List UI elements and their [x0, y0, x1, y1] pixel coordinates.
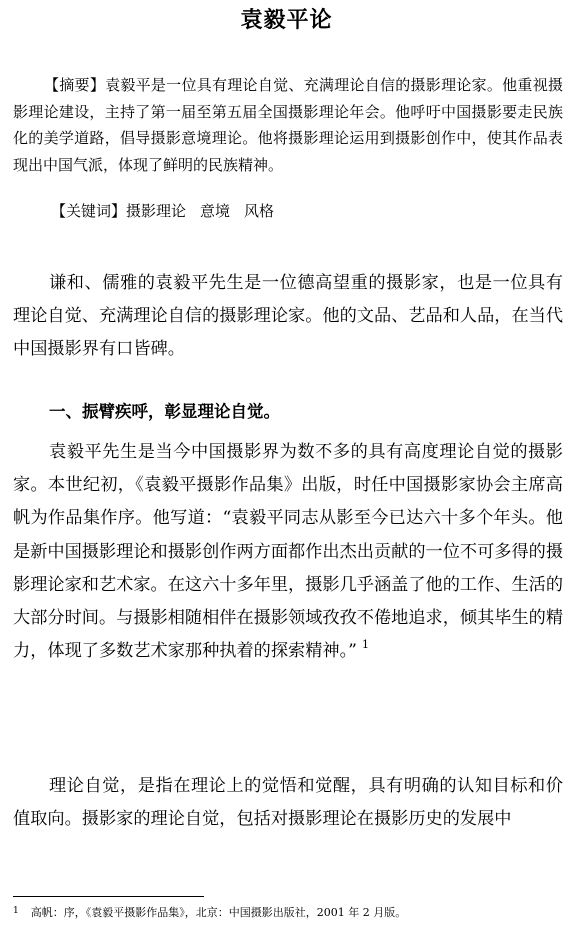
abstract-text: 袁毅平是一位具有理论自觉、充满理论自信的摄影理论家。他重视摄影理论建设，主持了第一届至第五届全国摄影理论年会。他呼吁中国摄影要走民族化的美学道路，倡导摄影意境理论。他将摄影理论运用到摄影创作中，使其作品表现出中国气派，体现了鲜明的民族精神。	[13, 76, 563, 174]
keyword-item: 风格	[244, 202, 275, 220]
abstract-label: 【摘要】	[44, 76, 106, 94]
footnote-reference[interactable]: 1	[361, 638, 369, 652]
body-paragraph-2	[13, 436, 563, 668]
body-paragraph-2-text: 袁毅平先生是当今中国摄影界为数不多的具有高度理论自觉的摄影家。本世纪初，《袁毅平摄影作品集》出版，时任中国摄影家协会主席高帆为作品集作序。他写道：“袁毅平同志从影至今已达六十多个年头。他是新中国摄影理论和摄影创作两方面都作出杰出贡献的一位不可多得的摄影理论家和艺术家。在这六十多年里，摄影几乎涵盖了他的工作、生活的大部分时间。与摄影相随相伴在摄影领域孜孜不倦地追求，倾其毕生的精力，体现了多数艺术家那种执着的探索精神。”	[13, 442, 564, 662]
section-heading: 一、振臂疾呼，彰显理论自觉。	[49, 402, 280, 421]
footnote	[13, 903, 406, 921]
body-paragraph-3: 理论自觉，是指在理论上的觉悟和觉醒，具有明确的认知目标和价值取向。摄影家的理论自觉，包括对摄影理论在摄影历史的发展中	[13, 776, 563, 830]
footnote-number: 1	[13, 906, 19, 916]
footnote-divider	[13, 896, 204, 897]
footnote-text: 高帆：序，《袁毅平摄影作品集》，北京：中国摄影出版社，2001 年 2 月版。	[30, 906, 407, 919]
intro-paragraph: 谦和、儒雅的袁毅平先生是一位德高望重的摄影家，也是一位具有理论自觉、充满理论自信的摄影理论家。他的文品、艺品和人品，在当代中国摄影界有口皆碑。	[13, 273, 564, 360]
keyword-item: 摄影理论	[126, 202, 187, 220]
keyword-item: 意境	[200, 202, 231, 220]
keywords-label: 【关键词】	[51, 202, 127, 220]
abstract-paragraph	[13, 72, 563, 178]
page-title: 袁毅平论	[240, 8, 333, 33]
keywords-line	[51, 198, 288, 224]
